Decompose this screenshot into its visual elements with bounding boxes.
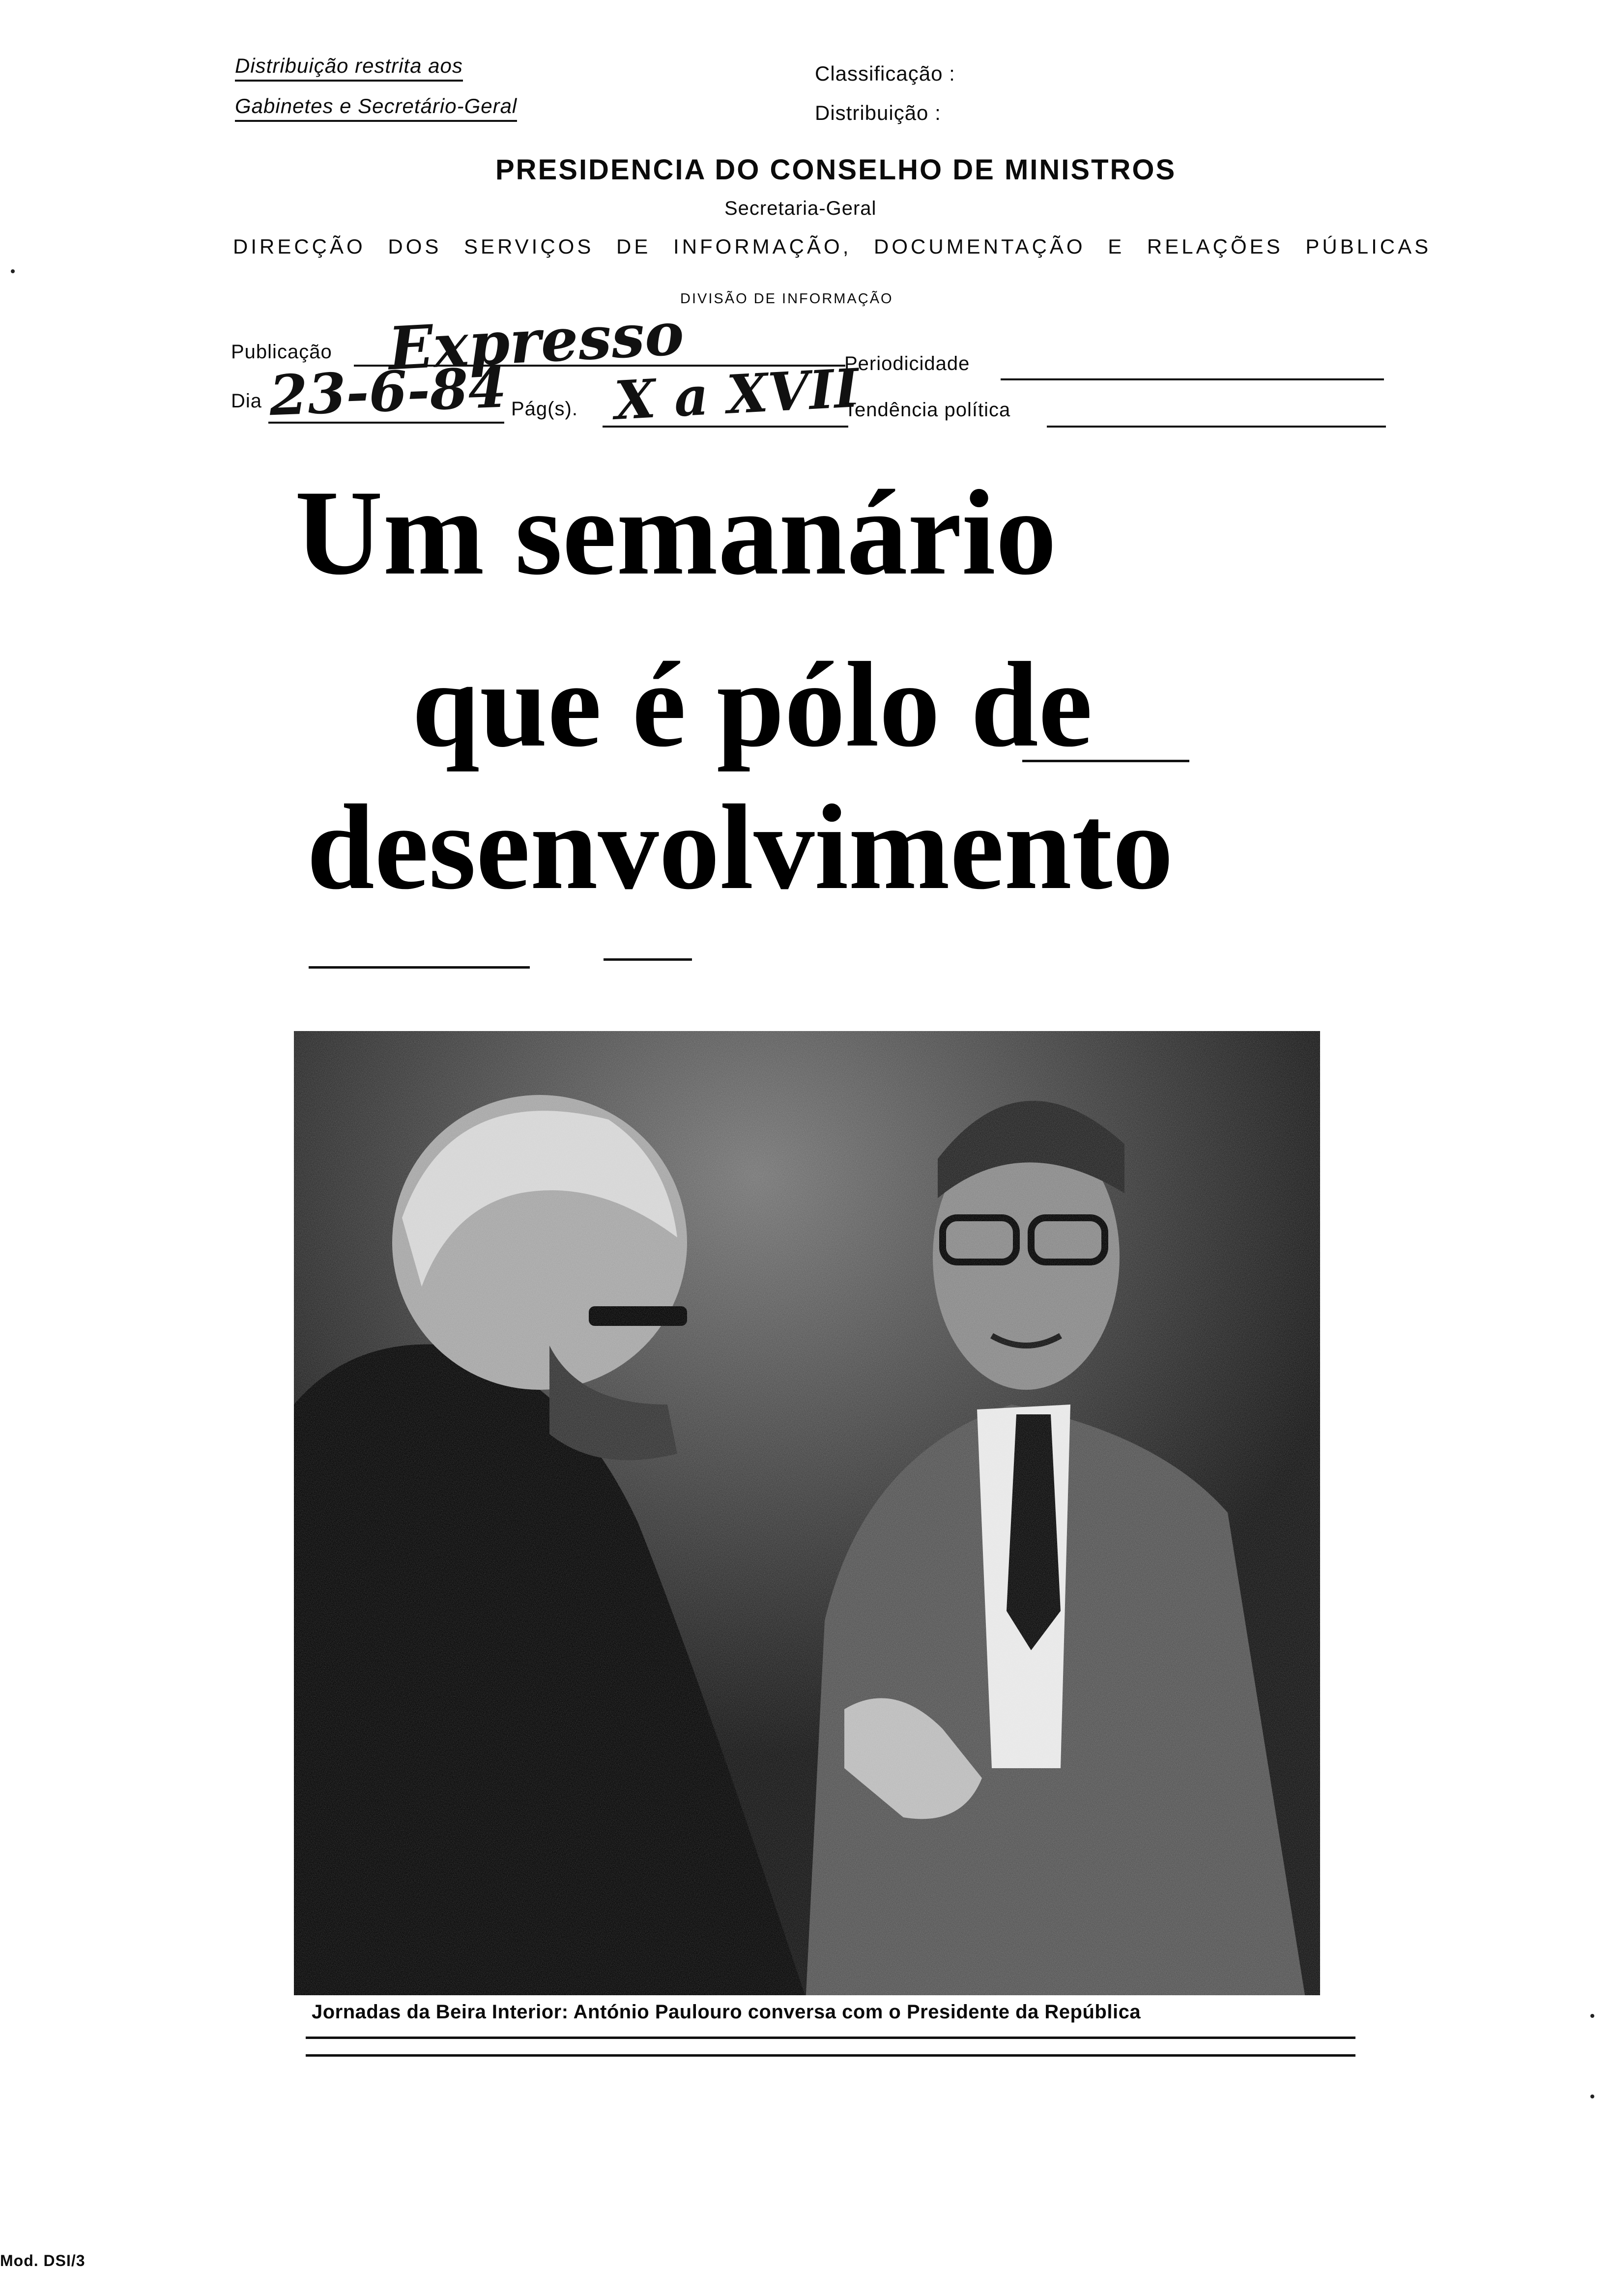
divisao-title: DIVISÃO DE INFORMAÇÃO — [680, 291, 893, 307]
headline-ink-underline-3 — [604, 958, 692, 961]
tendencia-label: Tendência política — [844, 399, 1011, 421]
dia-handwritten: 23-6-84 — [268, 355, 508, 429]
direccao-title: DIRECÇÃO DOS SERVIÇOS DE INFORMAÇÃO, DOCUMENTAÇÃO E RELAÇÕES PÚBLICAS — [233, 235, 1432, 258]
periodicidade-label: Periodicidade — [844, 353, 970, 374]
dia-label: Dia — [231, 390, 262, 412]
restriction-line-2: Gabinetes e Secretário-Geral — [235, 94, 517, 122]
publicacao-handwritten: Expresso — [386, 299, 686, 384]
caption-rule-2 — [306, 2054, 1355, 2057]
restriction-line-1: Distribuição restrita aos — [235, 54, 463, 82]
scan-speck — [11, 269, 15, 273]
photo-caption: Jornadas da Beira Interior: António Paulouro conversa com o Presidente da República — [312, 2001, 1141, 2023]
headline-ink-underline-2 — [309, 966, 530, 969]
secretaria-geral: Secretaria-Geral — [724, 198, 877, 219]
headline-line-2: que é pólo de — [412, 637, 1093, 772]
scan-speck — [1590, 2095, 1594, 2098]
publicacao-label: Publicação — [231, 341, 332, 363]
news-photo — [294, 1031, 1320, 1995]
form-code: Mod. DSI/3 — [0, 2252, 86, 2269]
headline-line-3: desenvolvimento — [307, 779, 1174, 915]
pags-label: Pág(s). — [511, 398, 578, 420]
pags-handwritten: X a XVII — [613, 357, 861, 432]
scan-speck — [1590, 2014, 1594, 2018]
tendencia-line — [1047, 426, 1386, 428]
presidency-title: PRESIDENCIA DO CONSELHO DE MINISTROS — [495, 154, 1177, 186]
headline-line-1: Um semanário — [295, 465, 1057, 600]
distribuicao-label: Distribuição : — [815, 101, 941, 124]
classificacao-label: Classificação : — [815, 62, 955, 85]
headline-ink-underline-1 — [1022, 760, 1189, 762]
periodicidade-line — [1001, 378, 1384, 380]
caption-rule-1 — [306, 2037, 1355, 2039]
